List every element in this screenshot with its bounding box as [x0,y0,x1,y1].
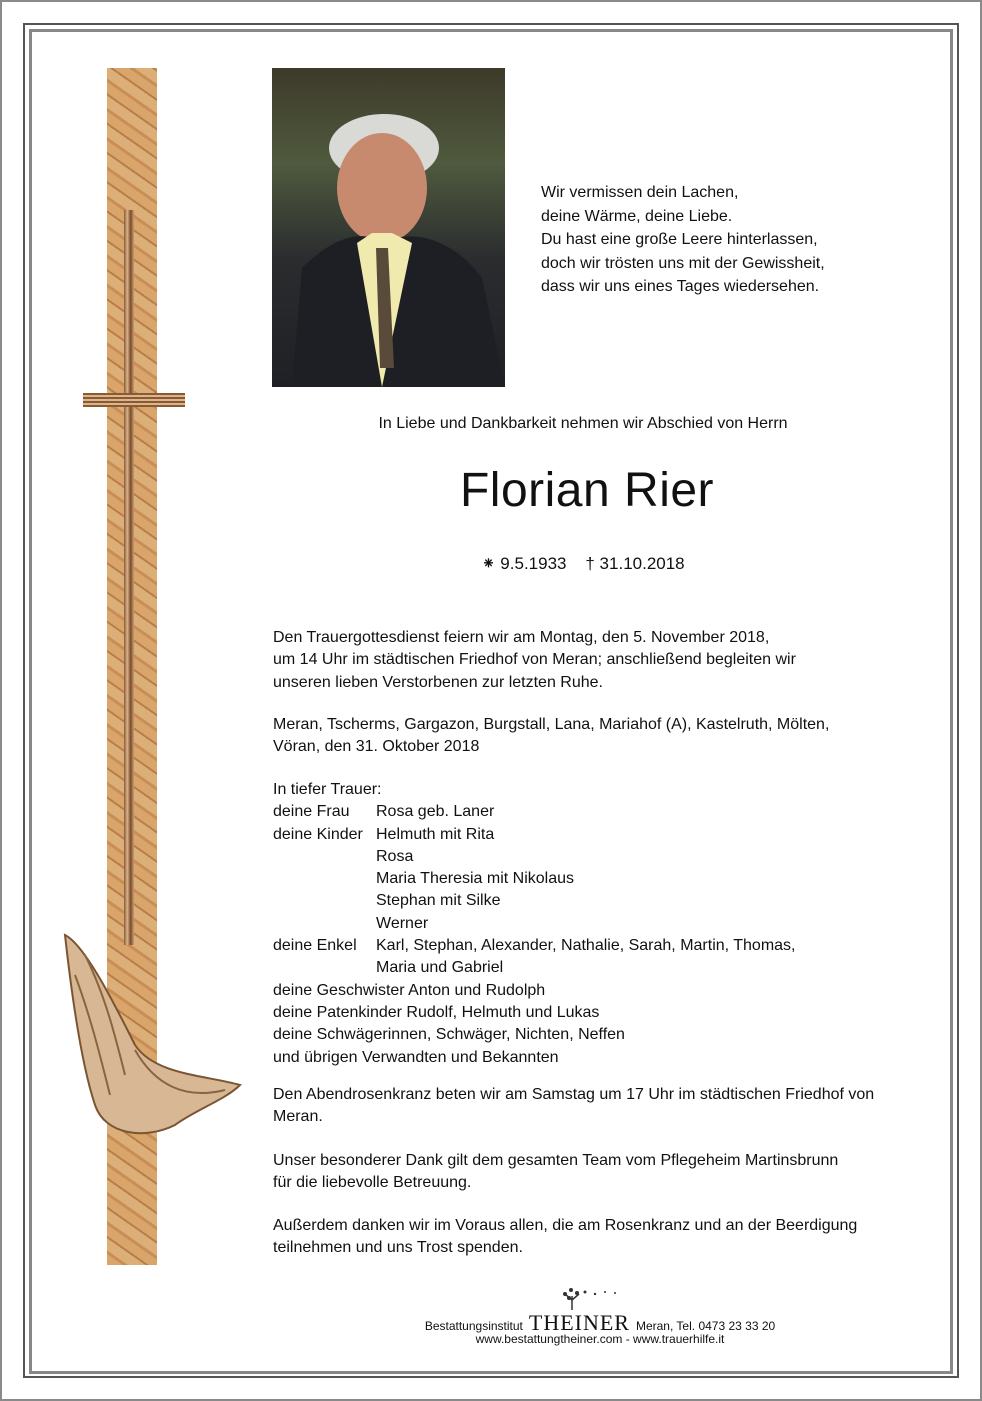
funeral-home-web: www.bestattungtheiner.com - www.trauerhilfe.it [475,1332,725,1346]
text-line: Den Abendrosenkranz beten wir am Samstag um 17 Uhr im städtischen Friedhof von [273,1086,875,1103]
relative-row [273,801,796,823]
tree-logo-icon [555,1284,625,1310]
funeral-home-label: Bestattungsinstitut [424,1319,523,1333]
relative-row [273,890,796,912]
poem-line: Wir vermissen dein Lachen, [541,184,739,201]
service-info [273,627,796,694]
relation: deine Frau [273,803,350,821]
text-line: deine Geschwister Anton und Rudolph [273,981,546,999]
text-line: Meran, Tscherms, Gargazon, Burgstall, Lana, Mariahof (A), Kastelruth, Mölten, [273,716,830,733]
relative-names: Maria und Gabriel [376,959,504,977]
poem [541,181,825,299]
cross-horizontal-icon [83,393,185,407]
relative-names: Helmuth mit Rita [376,825,495,843]
relation [273,846,376,868]
relative-row [273,913,796,935]
text-line: deine Patenkinder Rudolf, Helmuth und Lukas [273,1003,600,1021]
intro-text: In Liebe und Dankbarkeit nehmen wir Abschied von Herrn [378,415,788,432]
relative-row [273,957,796,979]
relative-names: Rosa geb. Laner [376,803,495,821]
relation: deine Kinder [273,825,363,843]
places-date [273,714,829,759]
relative-row [273,935,796,957]
relation [273,890,376,912]
relative-names: Stephan mit Silke [376,892,501,910]
text-line: Den Trauergottesdienst feiern wir am Montag, den 5. November 2018, [273,629,770,646]
relative-row [273,824,796,846]
funeral-home-logo: THEINER [528,1310,630,1335]
praying-hands-icon [55,925,245,1145]
text-line: Unser besonderer Dank gilt dem gesamten Team vom Pflegeheim Martinsbrunn [273,1152,839,1169]
relative-names: Maria Theresia mit Nikolaus [376,870,574,888]
relative-names: Werner [376,914,429,932]
poem-line: Du hast eine große Leere hinterlassen, [541,231,818,248]
portrait-photo [272,68,505,387]
relation [273,868,376,890]
relative-row [273,846,796,868]
relative-row [273,868,796,890]
deceased-name: Florian Rier [459,464,715,517]
poem-line: doch wir trösten uns mit der Gewissheit, [541,254,825,272]
text-line: Vöran, den 31. Oktober 2018 [273,738,480,756]
life-dates: ⁕ 9.5.1933 † 31.10.2018 [481,554,685,573]
text-line: um 14 Uhr im städtischen Friedhof von Meran; anschließend begleiten wir [273,651,796,669]
poem-line: dass wir uns eines Tages wiedersehen. [541,278,820,295]
text-line: deine Schwägerinnen, Schwäger, Nichten, Neffen [273,1026,625,1044]
mourning-heading: In tiefer Trauer: [273,781,382,798]
thanks [273,1150,838,1195]
text-line: unseren lieben Verstorbenen zur letzten Ruhe. [273,673,603,691]
thanks-2 [273,1215,857,1260]
text-line: für die liebevolle Betreuung. [273,1174,472,1192]
rosary-info [273,1084,874,1129]
text-line: teilnehmen und uns Trost spenden. [273,1239,523,1257]
poem-line: deine Wärme, deine Liebe. [541,207,733,225]
text-line: Außerdem danken wir im Voraus allen, die am Rosenkranz und an der Beerdigung [273,1217,858,1234]
text-line: und übrigen Verwandten und Bekannten [273,1048,559,1066]
cross-vertical-icon [124,210,134,945]
relative-names: Rosa [376,847,414,865]
relative-names: Karl, Stephan, Alexander, Nathalie, Sarah, Martin, Thomas, [376,937,796,955]
relation: deine Enkel [273,937,357,955]
funeral-home-contact: Meran, Tel. 0473 23 33 20 [635,1319,776,1333]
relation [273,913,376,935]
relation [273,957,376,979]
text-line: Meran. [273,1108,323,1126]
mourners [273,779,796,1069]
